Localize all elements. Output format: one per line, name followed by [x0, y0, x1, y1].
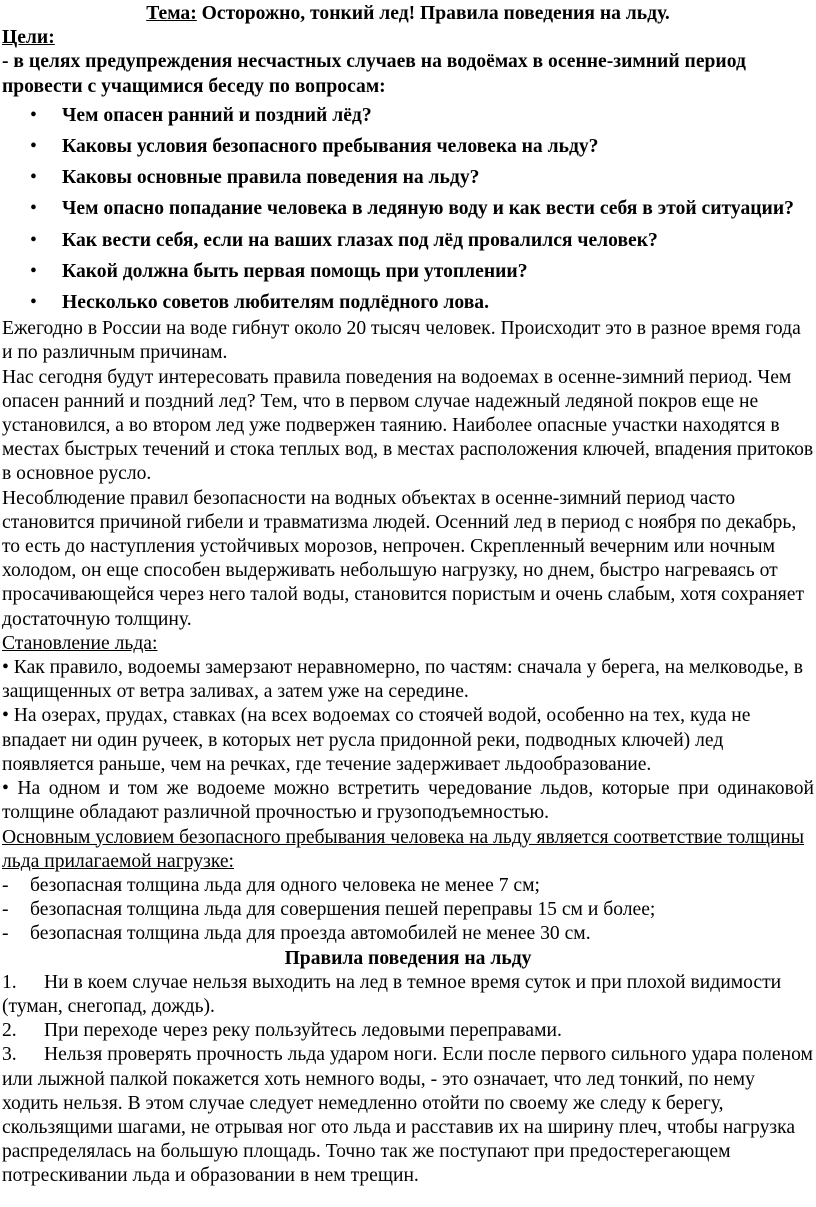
thickness-item: - безопасная толщина льда для совершения пешей переправы 15 см и более;: [2, 899, 656, 921]
rule-item: 2. При переходе через реку пользуйтесь ледовыми переправами.: [2, 1020, 562, 1042]
ice-point: • На озерах, прудах, ставках (на всех водоемах со стоячей водой, особенно на тех, куда не впадает ни один ручеек, в которых нет русла придонной реки, подводных ключей) лед появляется раньше, чем на речках, где течение задерживает льдообразование.: [2, 705, 751, 775]
goals-intro: - в целях предупреждения несчастных случаев на водоёмах в осенне-зимний период провести с учащимися беседу по вопросам:: [2, 51, 746, 97]
list-item: • Каковы условия безопасного пребывания человека на льду?: [2, 135, 814, 159]
list-item: • Несколько советов любителям подлёдного лова.: [2, 291, 814, 315]
paragraph-early-late-ice: Нас сегодня будут интересовать правила поведения на водоемах в осенне-зимний период. Чем опасен ранний и поздний лед? Тем, что в первом случае надежный ледяной покров еще не установился, а во втором лед уже подвержен таянию. Наиболее опасные участки находятся в местах быстрых течений и стока теплых вод, в местах расположения ключей, впадения притоков в основное русло.: [2, 366, 814, 485]
paragraph-intro: Ежегодно в России на воде гибнут около 20 тысяч человек. Происходит это в разное время года и по различным причинам.: [2, 318, 801, 364]
rules-heading: Правила поведения на льду: [284, 947, 532, 969]
ice-formation-heading: Становление льда:: [2, 632, 158, 654]
bullet-icon: •: [30, 198, 37, 220]
thickness-item: - безопасная толщина льда для проезда автомобилей не менее 30 см.: [2, 923, 591, 945]
bullet-icon: •: [30, 104, 37, 126]
bullet-icon: •: [30, 229, 37, 251]
ice-point: • На одном и том же водоеме можно встретить чередование льдов, которые при одинаковой толщине обладают различной прочностью и грузоподъемностью.: [2, 778, 814, 824]
list-item: • Чем опасен ранний и поздний лёд?: [2, 104, 814, 128]
document-page: [2, 0, 814, 1189]
bullet-icon: •: [30, 292, 37, 314]
rule-item: 3. Нельзя проверять прочность льда ударом ноги. Если после первого сильного удара поленом или лыжной палкой покажется хоть немного воды, - это означает, что лед тонкий, по нему ходить нельзя. В этом случае следует немедленно отойти по своему же следу к берегу, скользящими шагами, не отрывая ног ото льда и расставив их на ширину плеч, чтобы нагрузка распределялась на большую площадь. Точно так же поступают при предостерегающем потрескивании льда и образовании в нем трещин.: [2, 1044, 813, 1187]
ice-point: • Как правило, водоемы замерзают неравномерно, по частям: сначала у берега, на мелководье, в защищенных от ветра заливах, а затем уже на середине.: [2, 657, 804, 703]
list-item: • Какой должна быть первая помощь при утоплении?: [2, 260, 814, 284]
thickness-item: - безопасная толщина льда для одного человека не менее 7 см;: [2, 874, 540, 896]
list-item: • Чем опасно попадание человека в ледяную воду и как вести себя в этой ситуации?: [2, 197, 814, 221]
goals-list: [2, 104, 814, 315]
rule-item: 1. Ни в коем случае нельзя выходить на лед в темное время суток и при плохой видимости (туман, снегопад, дождь).: [2, 971, 782, 1017]
paragraph-autumn-ice: Несоблюдение правил безопасности на водных объектах в осенне-зимний период часто становится причиной гибели и травматизма людей. Осенний лед в период с ноября по декабрь, то есть до наступления устойчивых морозов, непрочен. Скрепленный вечерним или ночным холодом, он еще способен выдерживать небольшую нагрузку, но днем, быстро нагреваясь от просачивающейся через него талой воды, становится пористым и очень слабым, хотя сохраняет достаточную толщину.: [2, 487, 805, 630]
bullet-icon: •: [30, 260, 37, 282]
title-label: Тема:: [146, 3, 197, 24]
list-item: • Как вести себя, если на ваших глазах под лёд провалился человек?: [2, 229, 814, 253]
goals-label: Цели:: [2, 27, 55, 49]
bullet-icon: •: [30, 167, 37, 189]
title-text: Осторожно, тонкий лед! Правила поведения на льду.: [196, 3, 670, 24]
bullet-icon: •: [30, 136, 37, 158]
list-item: • Каковы основные правила поведения на льду?: [2, 166, 814, 190]
document-title: [2, 2, 814, 26]
thickness-heading: Основным условием безопасного пребывания человека на льду является соответствие толщины льда прилагаемой нагрузке:: [2, 826, 805, 872]
